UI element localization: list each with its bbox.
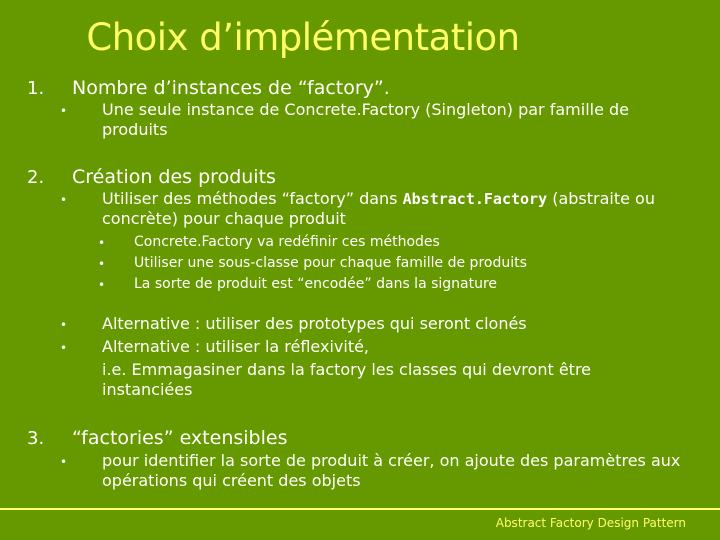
section-2-heading: Création des produits	[72, 166, 276, 188]
section-2-number: 2.	[27, 167, 45, 188]
bullet-main-text-b: (abstraite ou concrète) pour chaque produit	[102, 189, 655, 228]
section-3-bullet: pour identifier la sorte de produit à créer, on ajoute des paramètres aux opérations qui créent des objets	[102, 451, 681, 490]
abstract-factory-code: Abstract.Factory	[402, 190, 548, 208]
footer-divider	[0, 508, 720, 510]
sub-bullet-3: La sorte de produit est “encodée” dans la signature	[134, 276, 498, 292]
bullet-icon: •	[60, 341, 68, 355]
section-3-number: 3.	[27, 428, 45, 449]
bullet-icon: •	[60, 104, 68, 118]
alternative-2: Alternative : utiliser la réflexivité,	[102, 337, 370, 356]
section-1-number: 1.	[27, 78, 45, 99]
sub-bullet-1: Concrete.Factory va redéfinir ces méthodes	[134, 234, 440, 250]
section-1-bullet: Une seule instance de Concrete.Factory (Singleton) par famille de produits	[102, 100, 630, 139]
bullet-icon: •	[60, 193, 68, 207]
section-3-heading: “factories” extensibles	[72, 427, 288, 449]
sub-bullet-icon: •	[98, 236, 106, 250]
slide-title: Choix d’implémentation	[86, 16, 520, 59]
bullet-icon: •	[60, 455, 68, 469]
alternative-1: Alternative : utiliser des prototypes qui seront clonés	[102, 314, 527, 333]
sub-bullet-icon: •	[98, 278, 106, 292]
sub-bullet-2: Utiliser une sous-classe pour chaque famille de produits	[134, 255, 527, 271]
sub-bullet-icon: •	[98, 257, 106, 271]
bullet-icon: •	[60, 318, 68, 332]
footer-text: Abstract Factory Design Pattern	[495, 516, 686, 530]
section-1-heading: Nombre d’instances de “factory”.	[72, 77, 390, 99]
section-2-bullet-main	[102, 189, 682, 229]
bullet-main-text-a: Utiliser des méthodes “factory” dans	[102, 189, 403, 208]
alternative-2-continuation: i.e. Emmagasiner dans la factory les classes qui devront être instanciées	[102, 360, 592, 399]
